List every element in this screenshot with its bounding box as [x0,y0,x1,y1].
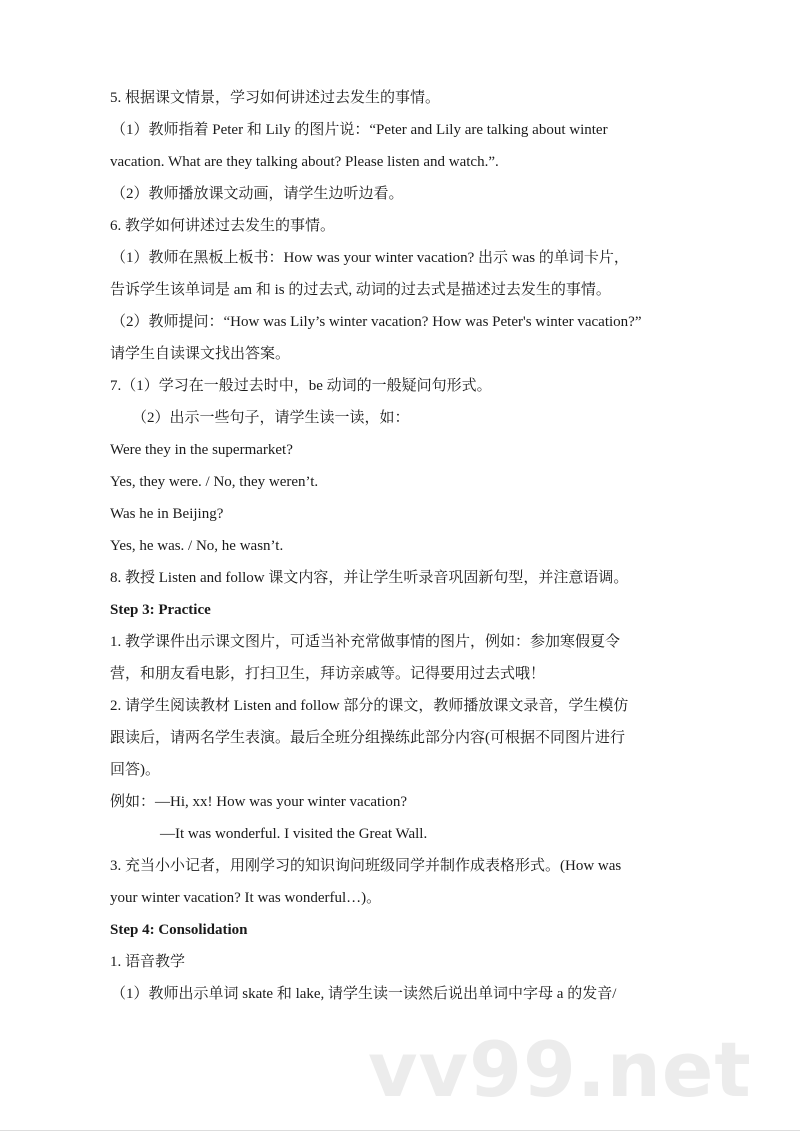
text-line: 营，和朋友看电影，打扫卫生，拜访亲戚等。记得要用过去式哦！ [110,666,546,682]
watermark: vv99.net [368,1025,752,1114]
text-line: 3. 充当小小记者，用刚学习的知识询问班级同学并制作成表格形式。(How was [110,858,622,874]
page-divider [0,1130,800,1131]
section-heading: Step 4: Consolidation [110,922,248,938]
text-line: （2）出示一些句子，请学生读一读，如： [132,410,410,426]
text-line: （1）教师出示单词 skate 和 lake, 请学生读一读然后说出单词中字母 a 的发音/ [111,986,617,1002]
text-line: 回答)。 [110,762,160,778]
text-line: （2）教师播放课文动画，请学生边听边看。 [111,186,404,202]
text-line: 告诉学生该单词是 am 和 is 的过去式, 动词的过去式是描述过去发生的事情。 [110,282,611,298]
text-line: —It was wonderful. I visited the Great Wall. [160,826,428,842]
text-line: 2. 请学生阅读教材 Listen and follow 部分的课文，教师播放课文录音，学生模仿 [110,698,629,714]
text-line: 例如：—Hi, xx! How was your winter vacation? [110,794,408,810]
text-line: vacation. What are they talking about? Please listen and watch.”. [110,154,499,170]
text-line: your winter vacation? It was wonderful…)。 [110,890,382,906]
text-line: 1. 教学课件出示课文图片，可适当补充常做事情的图片，例如：参加寒假夏令 [110,634,621,650]
text-line: 跟读后，请两名学生表演。最后全班分组操练此部分内容(可根据不同图片进行 [110,730,625,746]
text-line: （2）教师提问：“How was Lily’s winter vacation? How was Peter's winter vacation?” [111,314,642,330]
section-heading: Step 3: Practice [110,602,211,618]
text-line: 5. 根据课文情景，学习如何讲述过去发生的事情。 [110,90,441,106]
text-line: （1）教师在黑板上板书：How was your winter vacation? 出示 was 的单词卡片， [111,250,629,266]
text-line: Yes, he was. / No, he wasn’t. [110,538,284,554]
text-line: 1. 语音教学 [110,954,186,970]
text-line: （1）教师指着 Peter 和 Lily 的图片说：“Peter and Lily are talking about winter [111,122,608,138]
text-line: 请学生自读课文找出答案。 [110,346,291,362]
text-line: 6. 教学如何讲述过去发生的事情。 [110,218,336,234]
text-line: 8. 教授 Listen and follow 课文内容，并让学生听录音巩固新句型，并注意语调。 [110,570,629,586]
text-line: Was he in Beijing? [110,506,224,522]
text-line: Yes, they were. / No, they weren’t. [110,474,319,490]
text-line: Were they in the supermarket? [110,442,293,458]
text-line: 7.（1）学习在一般过去时中，be 动词的一般疑问句形式。 [110,378,492,394]
